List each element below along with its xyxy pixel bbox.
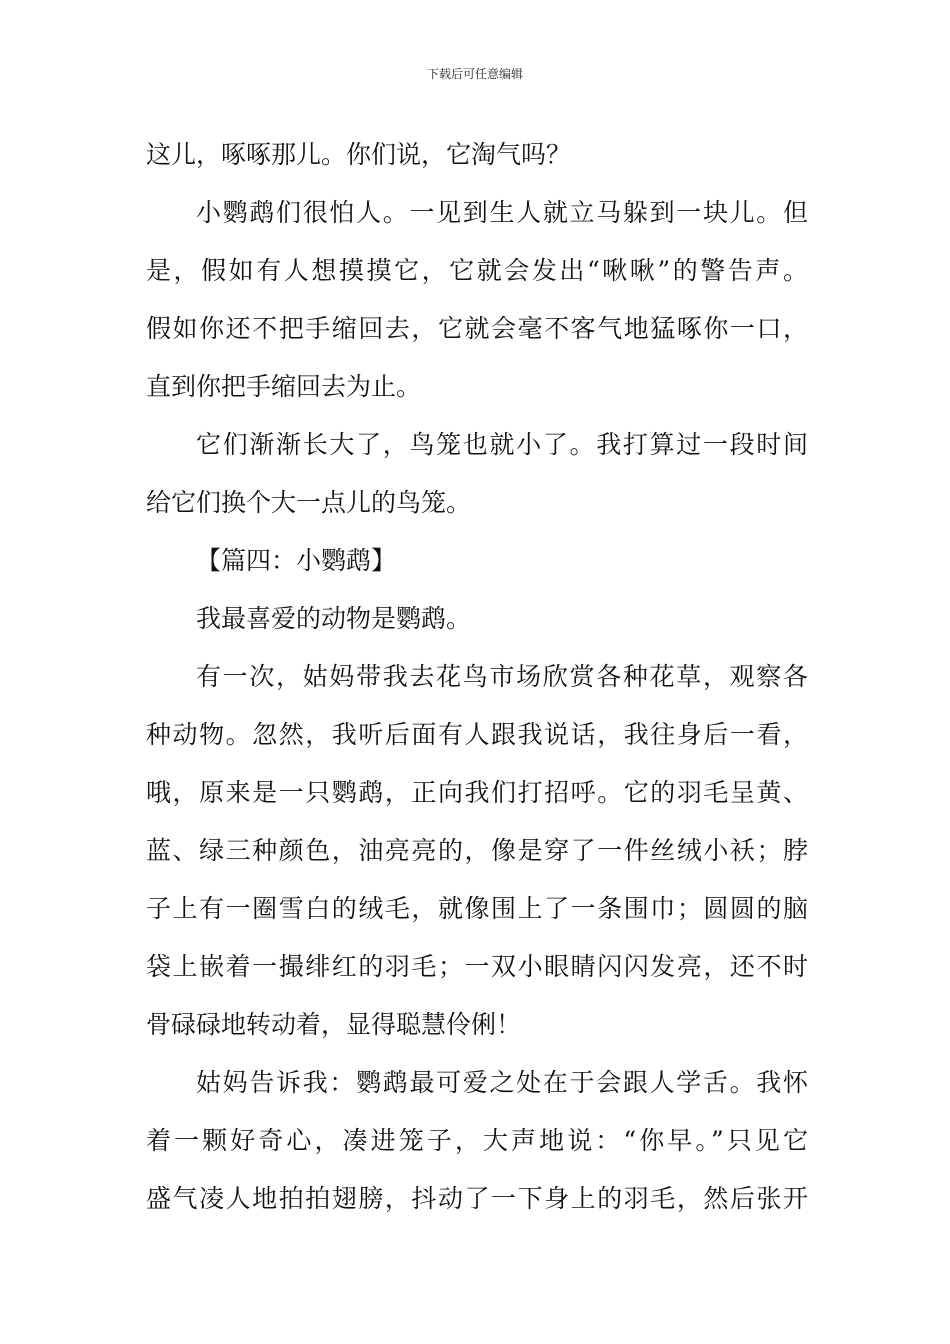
text-line: 盛气凌人地拍拍翅膀，抖动了一下身上的羽毛，然后张开 <box>146 1184 808 1213</box>
text-line: 子上有一圈雪白的绒毛，就像围上了一条围巾；圆圆的脑 <box>146 894 808 923</box>
paragraph-start-line: 小鹦鹉们很怕人。一见到生人就立马躲到一块儿。但 <box>196 198 808 227</box>
text-line: 这儿，啄啄那儿。你们说，它淘气吗？ <box>146 140 572 169</box>
text-line: 蓝、绿三种颜色，油亮亮的，像是穿了一件丝绒小袄；脖 <box>146 836 808 865</box>
text-line: 哦，原来是一只鹦鹉，正向我们打招呼。它的羽毛呈黄、 <box>146 778 808 807</box>
paragraph-start-line: 有一次，姑妈带我去花鸟市场欣赏各种花草，观察各 <box>196 662 808 691</box>
text-line: 直到你把手缩回去为止。 <box>146 372 422 401</box>
text-line: 给它们换个大一点儿的鸟笼。 <box>146 488 472 517</box>
section-heading: 【篇四：小鹦鹉】 <box>196 546 397 575</box>
text-line: 假如你还不把手缩回去，它就会毫不客气地猛啄你一口， <box>146 314 808 343</box>
document-body <box>146 126 808 1228</box>
text-line: 是，假如有人想摸摸它，它就会发出“啾啾”的警告声。 <box>146 256 808 285</box>
paragraph-start-line: 它们渐渐长大了，鸟笼也就小了。我打算过一段时间 <box>196 430 808 459</box>
paragraph-start-line: 姑妈告诉我：鹦鹉最可爱之处在于会跟人学舌。我怀 <box>196 1068 808 1097</box>
text-line: 骨碌碌地转动着，显得聪慧伶俐！ <box>146 1010 522 1039</box>
text-line: 种动物。忽然，我听后面有人跟我说话，我往身后一看， <box>146 720 808 749</box>
paragraph-start-line: 我最喜爱的动物是鹦鹉。 <box>196 604 472 633</box>
page-header: 下载后可任意编辑 <box>426 67 523 81</box>
text-line: 袋上嵌着一撮绯红的羽毛；一双小眼睛闪闪发亮，还不时 <box>146 952 808 981</box>
text-line: 着一颗好奇心，凑进笼子，大声地说：“你早。”只见它 <box>146 1126 808 1155</box>
